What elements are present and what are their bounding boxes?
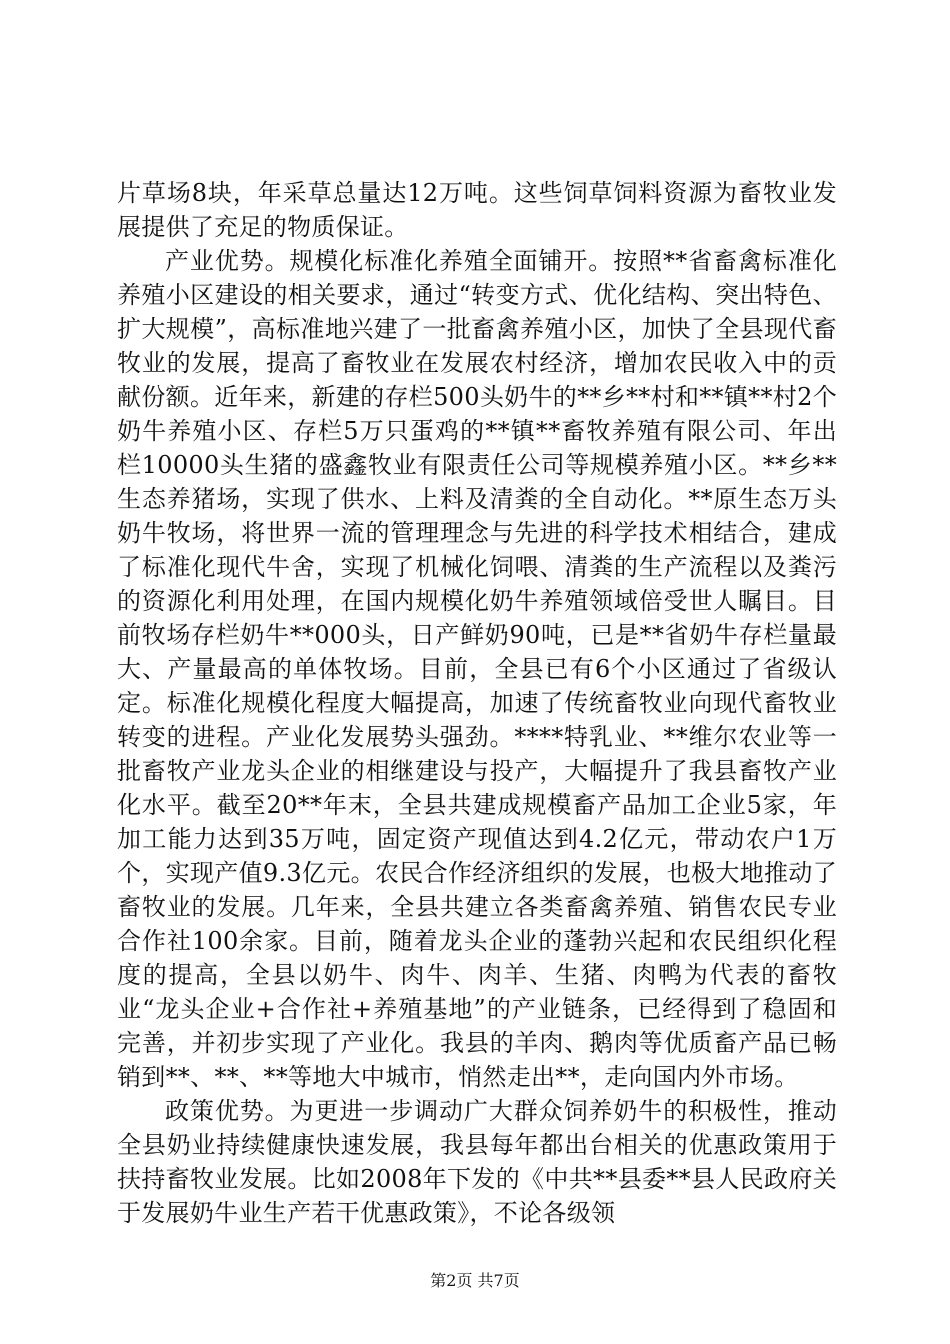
document-body [117, 176, 837, 1230]
paragraph-industry-advantage: 产业优势。规模化标准化养殖全面铺开。按照**省畜禽标准化养殖小区建设的相关要求，通过“转变方式、优化结构、突出特色、扩大规模”，高标准地兴建了一批畜禽养殖小区，加快了全县现代畜牧业的发展，提高了畜牧业在发展农村经济，增加农民收入中的贡献份额。近年来，新建的存栏500头奶牛的**乡**村和**镇**村2个奶牛养殖小区、存栏5万只蛋鸡的**镇**畜牧养殖有限公司、年出栏10000头生猪的盛鑫牧业有限责任公司等规模养殖小区。**乡**生态养猪场，实现了供水、上料及清粪的全自动化。**原生态万头奶牛牧场，将世界一流的管理理念与先进的科学技术相结合，建成了标准化现代牛舍，实现了机械化饲喂、清粪的生产流程以及粪污的资源化利用处理，在国内规模化奶牛养殖领域倍受世人瞩目。目前牧场存栏奶牛**000头，日产鲜奶90吨，已是**省奶牛存栏量最大、产量最高的单体牧场。目前，全县已有6个小区通过了省级认定。标准化规模化程度大幅提高，加速了传统畜牧业向现代畜牧业转变的进程。产业化发展势头强劲。****特乳业、**维尔农业等一批畜牧产业龙头企业的相继建设与投产，大幅提升了我县畜牧产业化水平。截至20**年末，全县共建成规模畜产品加工企业5家，年加工能力达到35万吨，固定资产现值达到4.2亿元，带动农户1万个，实现产值9.3亿元。农民合作经济组织的发展，也极大地推动了畜牧业的发展。几年来，全县共建立各类畜禽养殖、销售农民专业合作社100余家。目前，随着龙头企业的蓬勃兴起和农民组织化程度的提高，全县以奶牛、肉牛、肉羊、生猪、肉鸭为代表的畜牧业“龙头企业+合作社+养殖基地”的产业链条，已经得到了稳固和完善，并初步实现了产业化。我县的羊肉、鹅肉等优质畜产品已畅销到**、**、**等地大中城市，悄然走出**，走向国内外市场。 [117, 247, 837, 1091]
paragraph-policy-advantage: 政策优势。为更进一步调动广大群众饲养奶牛的积极性，推动全县奶业持续健康快速发展，我县每年都出台相关的优惠政策用于扶持畜牧业发展。比如2008年下发的《中共**县委**县人民政府关于发展奶牛业生产若干优惠政策》，不论各级领 [117, 1097, 837, 1227]
page-footer [0, 1271, 950, 1291]
paragraph-continuation: 片草场8块，年采草总量达12万吨。这些饲草饲料资源为畜牧业发展提供了充足的物质保证。 [117, 179, 837, 241]
page-number-label: 第2页 共7页 [430, 1271, 520, 1290]
